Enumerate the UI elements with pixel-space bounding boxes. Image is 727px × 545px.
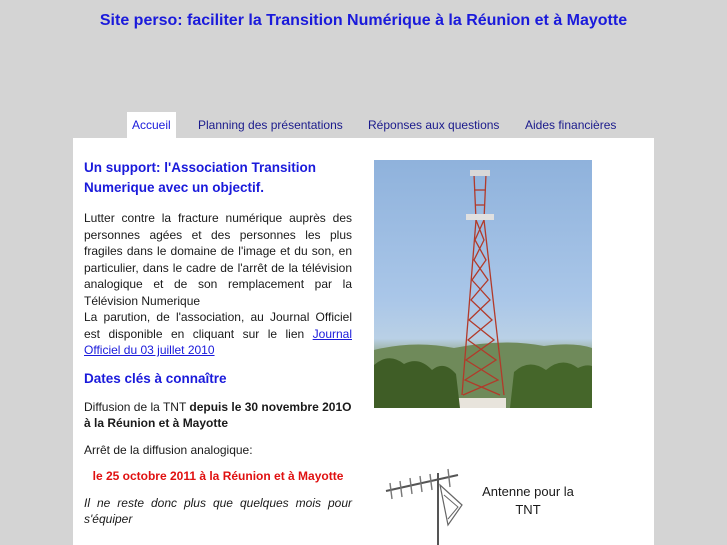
tnt-paragraph (84, 399, 352, 432)
closing-text: Il ne reste donc plus que quelques mois pour s'équiper (84, 495, 352, 526)
analog-label: Arrêt de la diffusion analogique: (84, 442, 253, 457)
tnt-prefix: Diffusion de la TNT (84, 399, 190, 414)
objective-paragraph: Lutter contre la fracture numérique auprès des personnes agées et des personnes les plus fragiles dans le domaine de l'image et du son, en particulier, dans le cadre de l'arrêt de la télévision analogique et de son remplacement par la Télévision Numerique (84, 211, 352, 308)
tv-tower-photo (374, 160, 592, 408)
site-title: Site perso: faciliter la Transition Numérique à la Réunion et à Mayotte (99, 12, 628, 29)
article (84, 158, 352, 528)
tab-reponses[interactable]: Réponses aux questions (368, 118, 500, 132)
tab-accueil[interactable]: Accueil (127, 112, 176, 138)
tnt-date: depuis le 30 novembre 201O à la Réunion et à Mayotte (84, 399, 352, 430)
dates-heading: Dates clés à connaître (84, 370, 227, 386)
content-panel (73, 138, 654, 545)
journal-paragraph (84, 309, 352, 359)
main-nav (0, 112, 727, 138)
analog-date: le 25 octobre 2011 à la Réunion et à Mayotte (92, 469, 344, 483)
association-heading: Un support: l'Association Transition Numerique avec un objectif. (84, 160, 316, 195)
antenna-caption: Antenne pour la TNT (482, 484, 574, 517)
antenna-panel (374, 463, 592, 545)
journal-officiel-link[interactable]: Journal Officiel du 03 juillet 2010 (84, 326, 352, 357)
journal-text: La parution, de l'association, au Journal Officiel est disponible en cliquant sur le lien (84, 310, 352, 341)
tab-planning[interactable]: Planning des présentations (198, 118, 343, 132)
tab-aides[interactable]: Aides financières (525, 118, 617, 132)
